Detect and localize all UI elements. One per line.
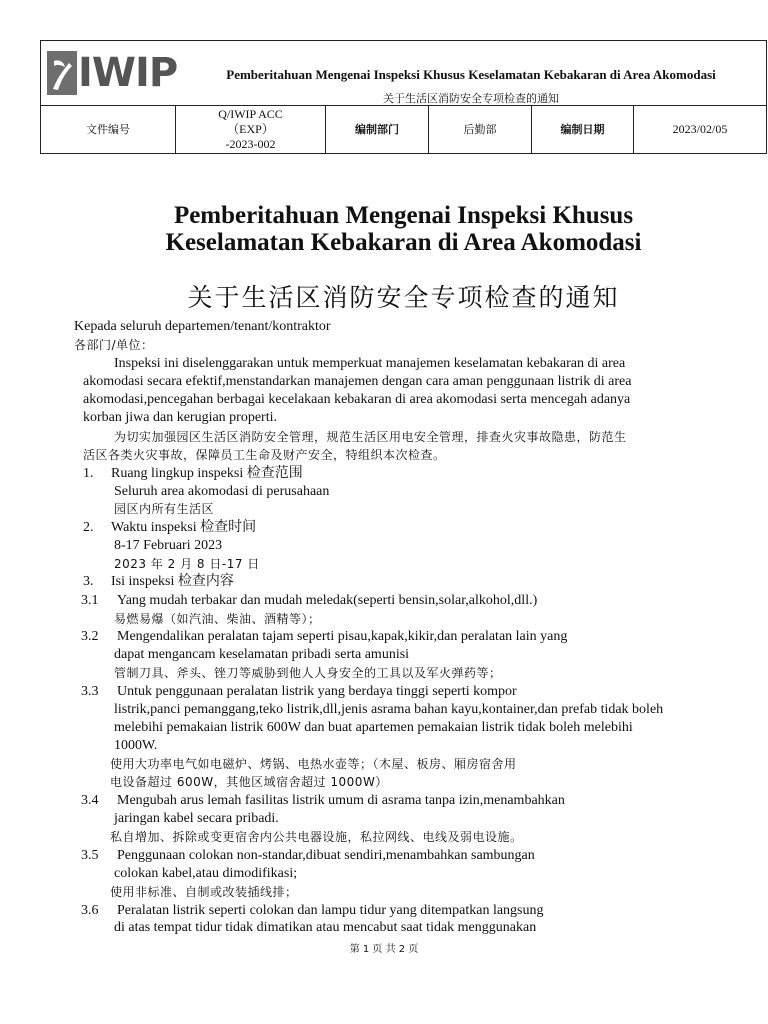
section-text-zh: 园区内所有生活区 — [114, 502, 215, 516]
section-heading: Waktu inspeksi 检查时间 — [111, 520, 257, 535]
subsection-zh-line: 私自增加、拆除或变更宿舍内公共电器设施，私拉网线、电线及弱电设施。 — [110, 830, 523, 844]
doc-number-value — [176, 105, 326, 153]
section-heading: Isi inspeksi 检查内容 — [111, 574, 234, 589]
company-logo — [47, 49, 178, 97]
doc-number-line: -2023-002 — [225, 136, 276, 151]
intro-line: Inspeksi ini diselenggarakan untuk memperkuat manajemen keselamatan kebakaran di area — [114, 356, 626, 371]
intro-zh-line: 为切实加强园区生活区消防安全管理，规范生活区用电安全管理，排查火灾事故隐患，防范生 — [114, 430, 627, 444]
subsection-line: Untuk penggunaan peralatan listrik yang berdaya tinggi seperti kompor — [117, 684, 517, 699]
doc-number-line: Q/IWIP ACC — [218, 106, 283, 121]
date-value: 2023/02/05 — [672, 121, 728, 136]
subsection-line: colokan kabel,atau dimodifikasi; — [114, 866, 298, 881]
subsection-number: 3.4 — [81, 793, 99, 808]
section-text-zh: 2023 年 2 月 8 日-17 日 — [114, 557, 260, 571]
subsection-zh-line: 电设备超过 600W，其他区域宿舍超过 1000W） — [110, 775, 388, 789]
subsection-zh-line: 使用大功率电气如电磁炉、烤锅、电热水壶等；（木屋、板房、厢房宿舍用 — [110, 757, 517, 771]
section-number: 1. — [83, 466, 94, 481]
subsection-line: 1000W. — [114, 738, 158, 753]
section-number: 2. — [83, 520, 94, 535]
logo-text: IWIP — [78, 50, 178, 96]
intro-line: korban jiwa dan kerugian properti. — [83, 410, 277, 425]
subsection-line: jaringan kabel secara pribadi. — [114, 811, 279, 826]
subsection-line: melebihi pemakaian listrik 600W dan buat apartemen pemakaian listrik tidak boleh melebihi — [114, 720, 633, 735]
subsection-line: di atas tempat tidur tidak dimatikan atau mencabut saat tidak menggunakan — [114, 920, 537, 935]
intro-zh-line: 活区各类火灾事故，保障员工生命及财产安全，特组织本次检查。 — [83, 448, 446, 462]
subsection-line: Mengubah arus lemah fasilitas listrik umum di asrama tanpa izin,menambahkan — [117, 793, 565, 808]
subsection-line: listrik,panci pemanggang,teko listrik,dll,jenis asrama bahan kayu,kontainer,dan prefab tidak boleh — [114, 702, 664, 717]
header-subtitle: 关于生活区消防安全专项检查的通知 — [383, 92, 559, 105]
page-title-line: Pemberitahuan Mengenai Inspeksi Khusus — [173, 202, 634, 229]
subsection-zh-line: 使用非标准、自制或改装插线排； — [110, 885, 298, 899]
subsection-zh-line: 易燃易爆（如汽油、柴油、酒精等）； — [114, 612, 321, 626]
subsection-number: 3.5 — [81, 848, 99, 863]
logo-mark-icon — [47, 51, 77, 95]
subsection-line: dapat mengancam keselamatan pribadi serta amunisi — [114, 647, 410, 662]
intro-line: akomodasi,pencegahan berbagai kecelakaan kebakaran di area akomodasi serta mencegah adanya — [83, 392, 631, 407]
section-heading: Ruang lingkup inspeksi 检查范围 — [111, 466, 303, 481]
subsection-number: 3.2 — [81, 629, 99, 644]
section-text: Seluruh area akomodasi di perusahaan — [114, 484, 330, 499]
subsection-number: 3.6 — [81, 903, 99, 918]
subsection-line: Penggunaan colokan non-standar,dibuat sendiri,menambahkan sambungan — [117, 848, 535, 863]
subsection-number: 3.1 — [81, 593, 99, 608]
header-top-row — [41, 41, 766, 106]
subsection-number: 3.3 — [81, 684, 99, 699]
subsection-line: Yang mudah terbakar dan mudah meledak(seperti bensin,solar,alkohol,dll.) — [117, 593, 538, 608]
date-label: 编制日期 — [532, 105, 634, 153]
greeting-zh: 各部门/单位： — [74, 338, 154, 352]
header-title: Pemberitahuan Mengenai Inspeksi Khusus Keselamatan Kebakaran di Area Akomodasi — [226, 67, 716, 82]
greeting-id: Kepada seluruh departemen/tenant/kontraktor — [74, 319, 331, 334]
section-number: 3. — [83, 574, 94, 589]
page-title-line: Keselamatan Kebakaran di Area Akomodasi — [165, 229, 642, 256]
subsection-line: Mengendalikan peralatan tajam seperti pisau,kapak,kikir,dan peralatan lain yang — [117, 629, 568, 644]
doc-number-line: （EXP） — [227, 121, 274, 136]
dept-label: 编制部门 — [326, 105, 429, 153]
subsection-zh-line: 管制刀具、斧头、锉刀等威胁到他人人身安全的工具以及军火弹药等； — [114, 666, 502, 680]
subsection-line: Peralatan listrik seperti colokan dan lampu tidur yang ditempatkan langsung — [117, 903, 544, 918]
document-header-table — [40, 40, 767, 154]
page-title-zh: 关于生活区消防安全专项检查的通知 — [187, 283, 620, 312]
doc-number-label: 文件编号 — [41, 105, 176, 153]
header-info-row — [41, 105, 766, 153]
dept-value: 后勤部 — [429, 105, 532, 153]
section-text: 8-17 Februari 2023 — [114, 538, 223, 553]
page-footer: 第 1 页 共 2 页 — [349, 944, 419, 955]
intro-line: akomodasi secara efektif,menstandarkan manajemen dengan cara aman penggunaan listrik di area — [83, 374, 632, 389]
